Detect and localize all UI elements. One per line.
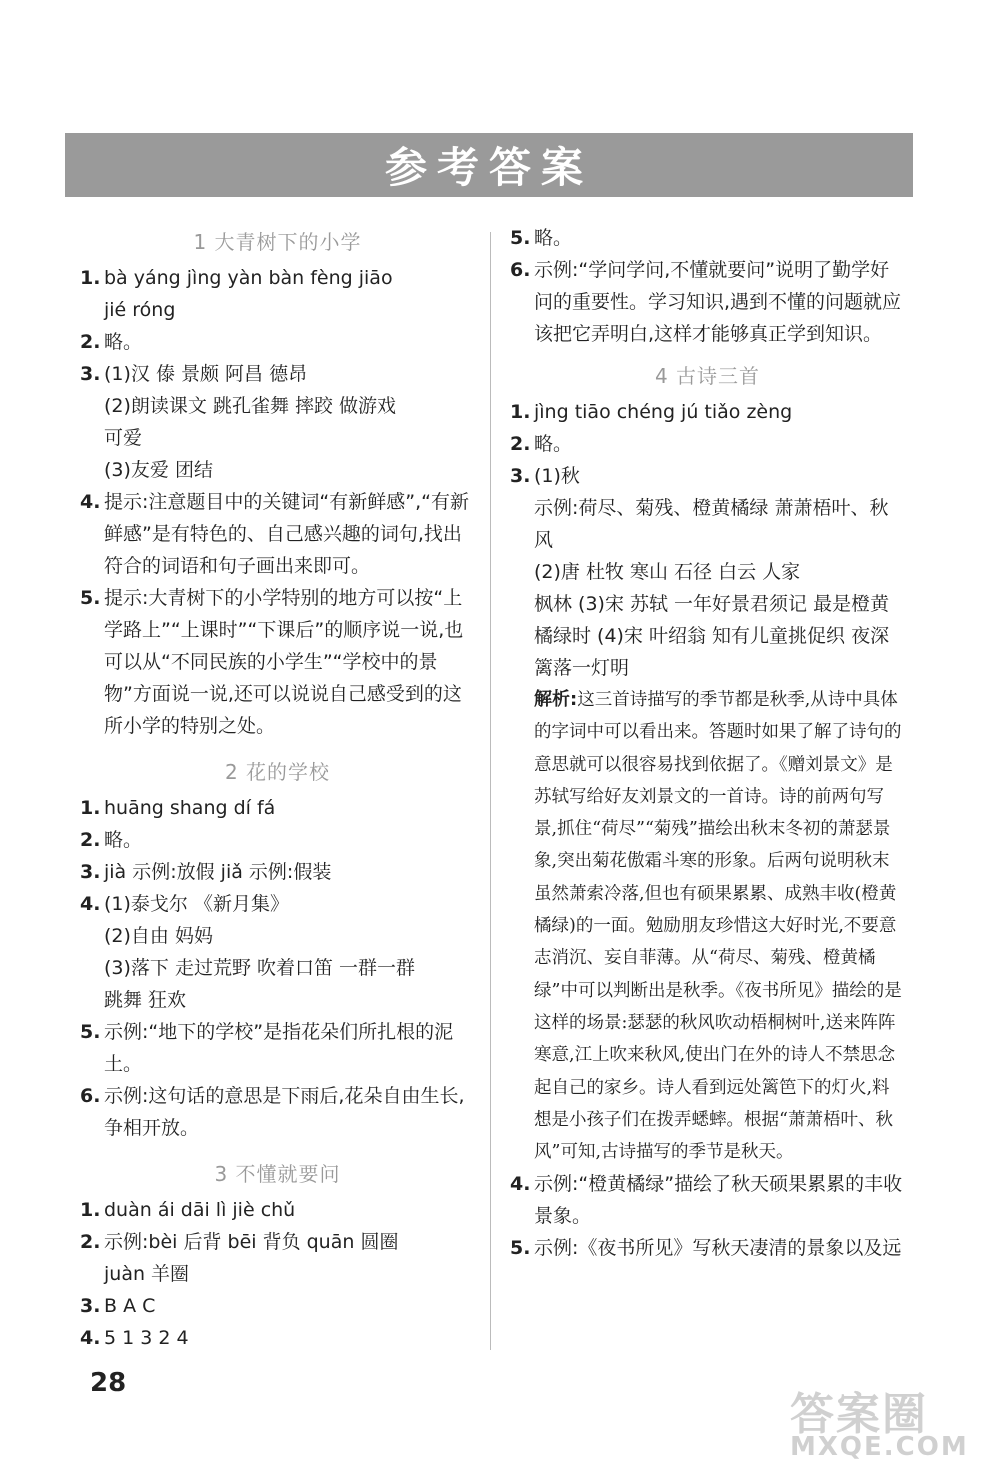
analysis-paragraph bbox=[510, 684, 905, 1168]
list-item: 3. B A C bbox=[80, 1295, 156, 1317]
list-item: 5. 略。 bbox=[510, 227, 573, 249]
list-item: 4. 示例:“橙黄橘绿”描绘了秋天硕果累累的丰收景象。 bbox=[510, 1173, 903, 1228]
section-title-3: 3 不懂就要问 bbox=[214, 1162, 341, 1186]
analysis-text: 这三首诗描写的季节都是秋季,从诗中具体的字词中可以看出来。答题时如果了解了诗句的意思就可以很容易找到依据了。《赠刘景文》是苏轼写给好友刘景文的一首诗。诗的前两句写景,抓住“荷尽”“菊残”描绘出秋末冬初的萧瑟景象,突出菊花傲霜斗寒的形象。后两句说明秋末虽然萧索冷落,但也有硕果累累、成熟丰收(橙黄橘绿)的一面。勉励朋友珍惜这大好时光,不要意志消沉、妄自菲薄。从“荷尽、菊残、橙黄橘绿”中可以判断出是秋季。《夜书所见》描绘的是这样的场景:瑟瑟的秋风吹动梧桐树叶,送来阵阵寒意,江上吹来秋风,使出门在外的诗人不禁思念起自己的家乡。诗人看到远处篱笆下的灯火,料想是小孩子们在拨弄蟋蟀。根据“萧萧梧叶、秋风”可知,古诗描写的季节是秋天。 bbox=[534, 690, 902, 1163]
list-item: 1. jìng tiāo chéng jú tiǎo zèng bbox=[510, 401, 793, 423]
watermark-url: MXQE.COM bbox=[790, 1432, 969, 1462]
list-item: 4. 提示:注意题目中的关键词“有新鲜感”,“有新鲜感”是有特色的、自己感兴趣的词句,找出符合的词语和句子画出来即可。 bbox=[80, 491, 469, 577]
list-item: 4. (1)泰戈尔 《新月集》 (2)自由 妈妈 (3)落下 走过荒野 吹着口笛 一群一群 跳舞 狂欢 bbox=[80, 893, 416, 1011]
left-column bbox=[80, 222, 475, 1354]
list-item: 1. bà yáng jìng yàn bàn fèng jiāo jié róng bbox=[80, 267, 393, 321]
section-title-4: 4 古诗三首 bbox=[654, 364, 761, 388]
list-item: 5. 示例:《夜书所见》写秋天凄清的景象以及远 bbox=[510, 1237, 902, 1260]
section-title-2: 2 花的学校 bbox=[224, 760, 331, 784]
right-column bbox=[510, 222, 905, 1264]
watermark-logo: 答案圈 bbox=[790, 1389, 928, 1440]
column-divider bbox=[490, 232, 491, 1350]
list-item: 5. 提示:大青树下的小学特别的地方可以按“上学路上”“上课时”“下课后”的顺序说一说,也可以从“不同民族的小学生”“学校中的景物”方面说一说,还可以说说自己感受到的这所小学的特别之处。 bbox=[80, 587, 464, 737]
page-number: 28 bbox=[90, 1368, 127, 1398]
list-item: 2. 略。 bbox=[510, 433, 573, 455]
page-title: 参考答案 bbox=[384, 143, 593, 192]
analysis-label: 解析: bbox=[534, 689, 578, 710]
list-item: 6. 示例:“学问学问,不懂就要问”说明了勤学好问的重要性。学习知识,遇到不懂的问题就应该把它弄明白,这样才能够真正学到知识。 bbox=[510, 259, 902, 345]
list-item: 2. 略。 bbox=[80, 331, 143, 353]
list-item: 4. 5 1 3 2 4 bbox=[80, 1327, 189, 1349]
list-item: 2. 略。 bbox=[80, 829, 143, 851]
list-item: 5. 示例:“地下的学校”是指花朵们所扎根的泥土。 bbox=[80, 1021, 454, 1075]
list-item: 1. huāng shang dí fá bbox=[80, 797, 276, 819]
list-item: 3. (1)秋 示例:荷尽、菊残、橙黄橘绿 萧萧梧叶、秋风 (2)唐 杜牧 寒山 石径 白云 人家 枫林 (3)宋 苏轼 一年好景君须记 最是橙黄橘绿时 (4)宋 叶绍翁 知有儿童挑促织 夜深篱落一灯明 bbox=[510, 465, 890, 679]
list-item: 2. 示例:bèi 后背 bēi 背负 quān 圆圈 juàn 羊圈 bbox=[80, 1231, 399, 1285]
answer-title-banner bbox=[65, 133, 913, 197]
list-item: 1. duàn ái dāi lì jiè chǔ bbox=[80, 1199, 296, 1221]
list-item: 6. 示例:这句话的意思是下雨后,花朵自由生长,争相开放。 bbox=[80, 1085, 465, 1139]
list-item: 3. jià 示例:放假 jiǎ 示例:假装 bbox=[80, 861, 332, 883]
list-item: 3. (1)汉 傣 景颇 阿昌 德昂 (2)朗读课文 跳孔雀舞 摔跤 做游戏 可爱 (3)友爱 团结 bbox=[80, 363, 397, 481]
section-title-1: 1 大青树下的小学 bbox=[193, 230, 362, 254]
